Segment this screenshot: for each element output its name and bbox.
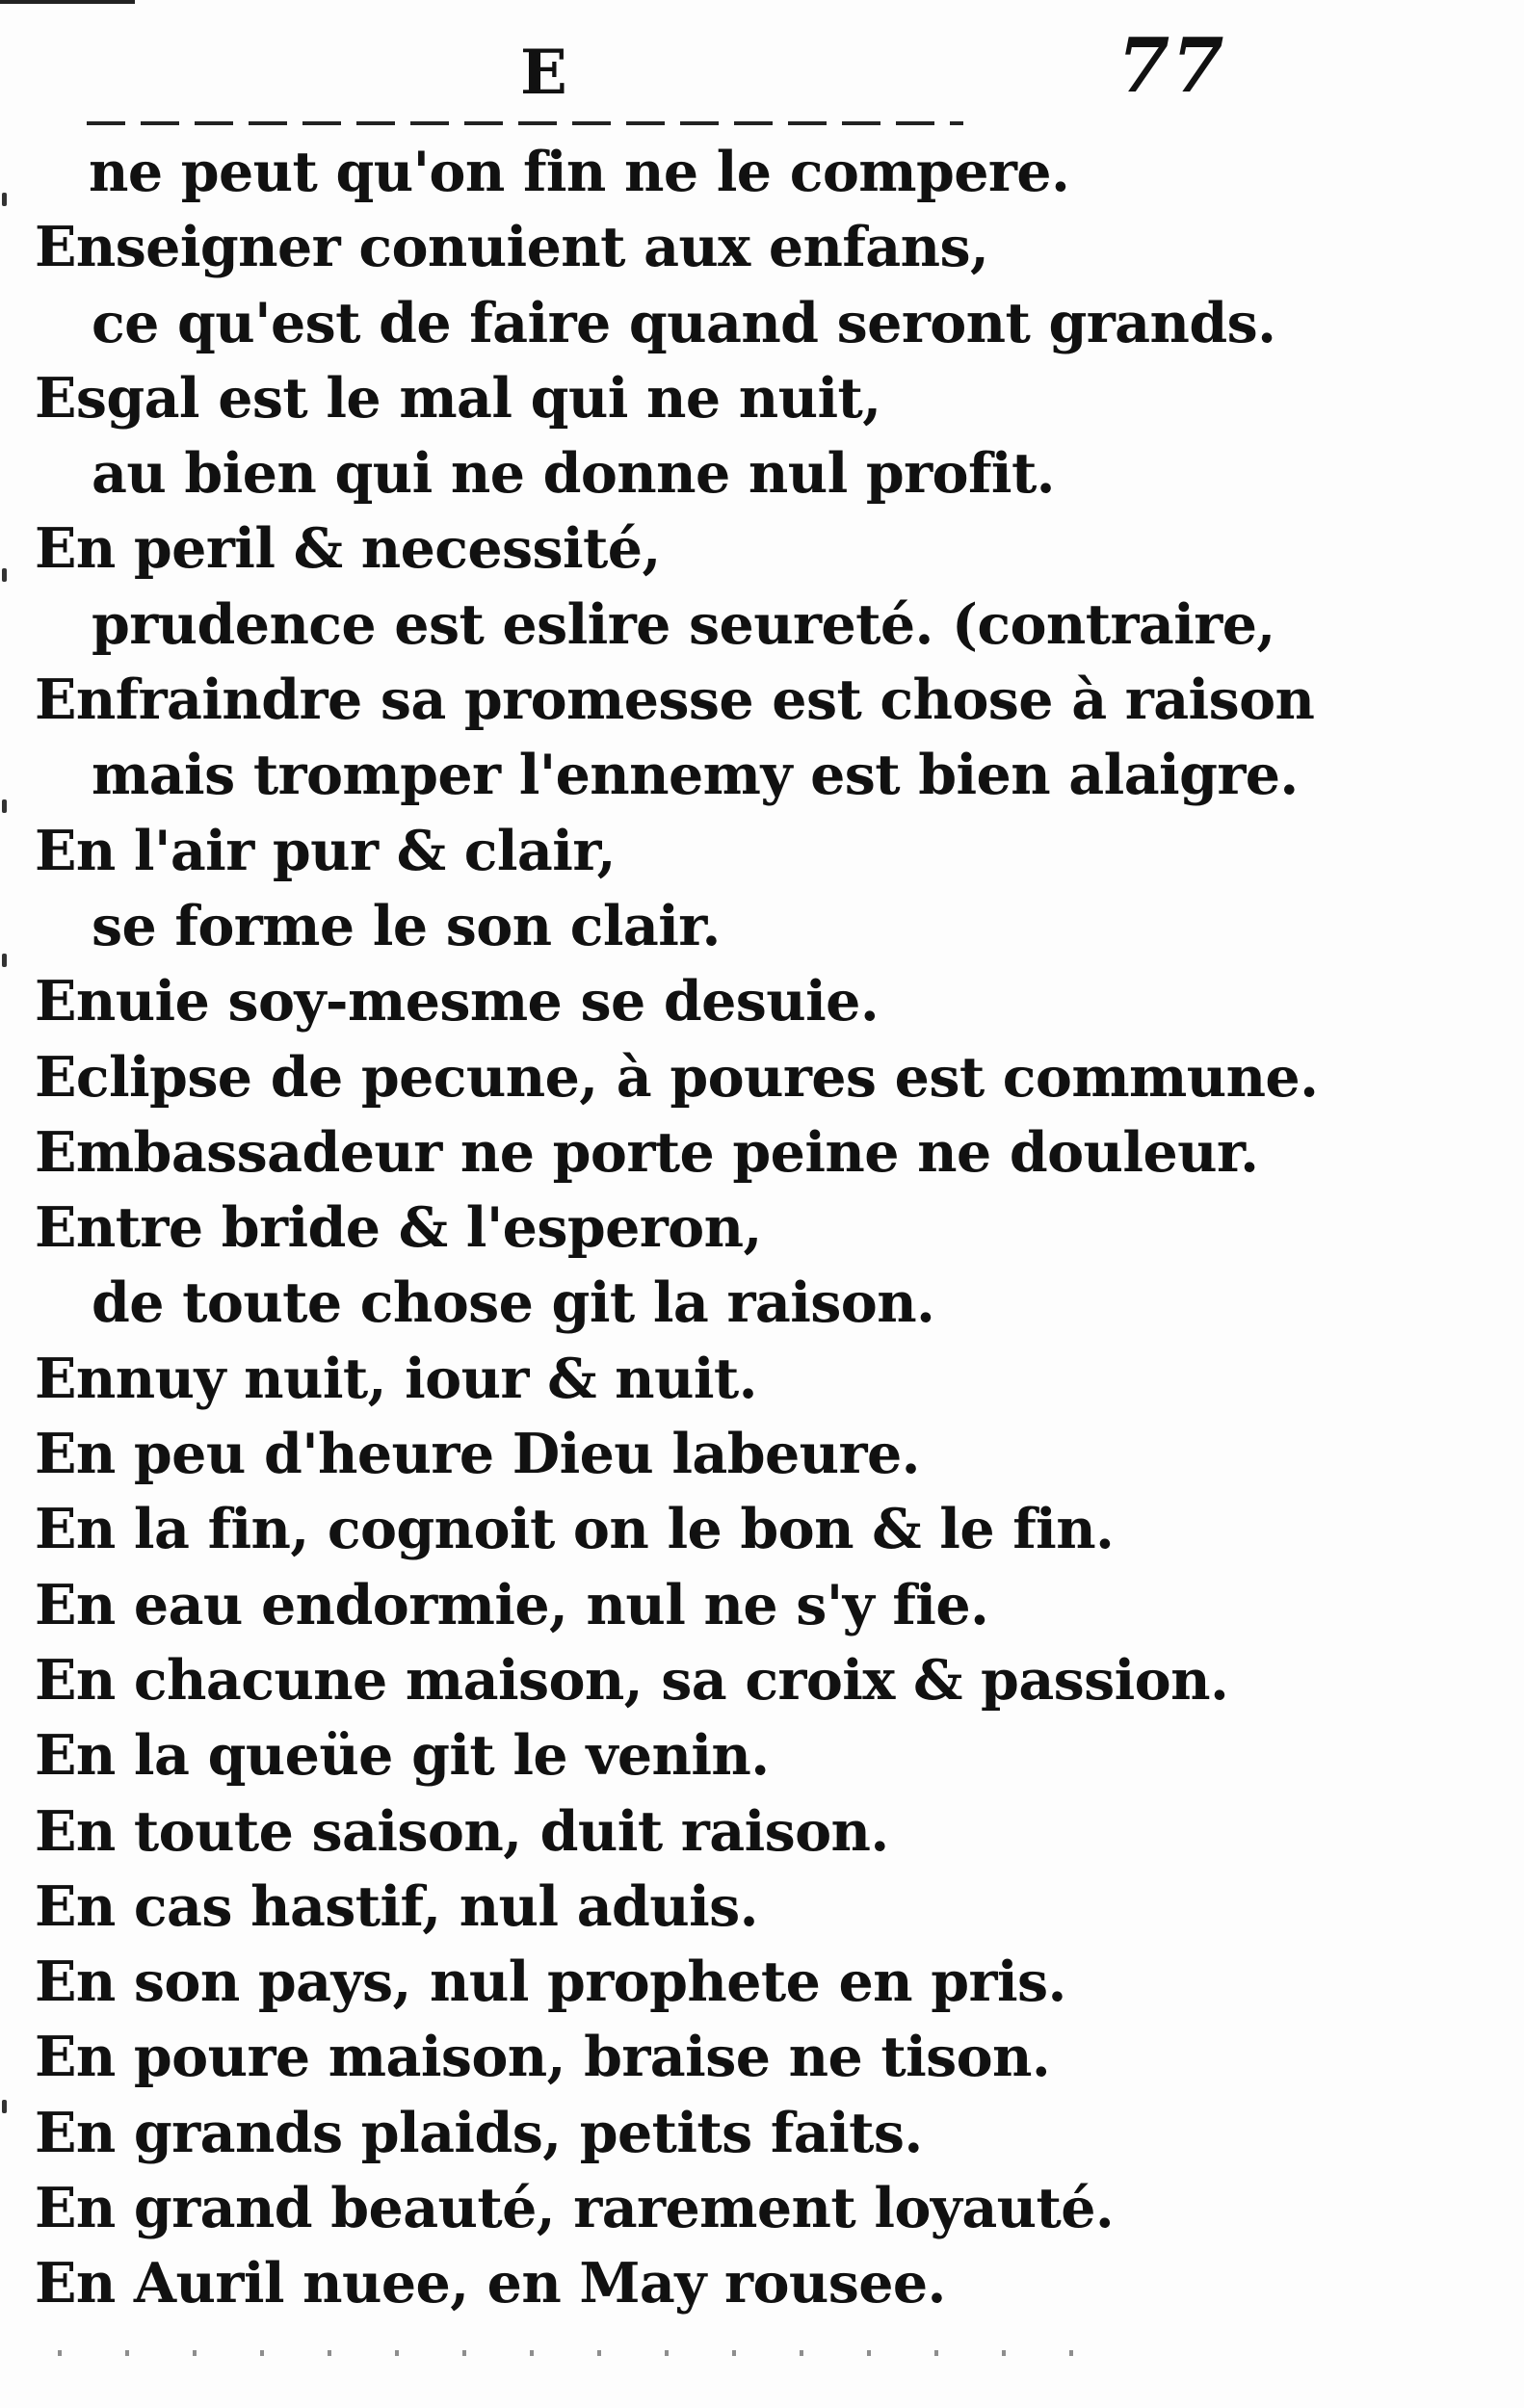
proverb-line: Eclipse de pecune, à poures est commune. — [35, 1044, 1319, 1110]
proverb-line: En la queüe git le venin. — [35, 1723, 770, 1789]
signature-mark: E — [520, 37, 567, 109]
proverb-line: En eau endormie, nul ne s'y fie. — [35, 1572, 989, 1637]
proverb-line: Ennuy nuit, iour & nuit. — [35, 1346, 757, 1411]
proverb-line: Enuie soy-mesme se desuie. — [35, 969, 880, 1034]
proverb-line: En peril & necessité, — [35, 516, 661, 582]
proverb-line: Embassadeur ne porte peine ne douleur. — [35, 1119, 1259, 1185]
proverb-line: Enfraindre sa promesse est chose à raison — [35, 667, 1315, 733]
proverb-line: En cas hastif, nul aduis. — [35, 1873, 758, 1939]
proverb-line: En peu d'heure Dieu labeure. — [35, 1422, 920, 1487]
proverb-line: mais tromper l'ennemy est bien alaigre. — [92, 743, 1299, 808]
proverb-line: ce qu'est de faire quand seront grands. — [92, 290, 1276, 355]
proverb-line: En l'air pur & clair, — [35, 818, 616, 883]
proverb-list — [0, 135, 1319, 2322]
scan-artifact-rule — [0, 0, 135, 4]
proverb-line: se forme le son clair. — [92, 893, 721, 958]
proverb-line: En chacune maison, sa croix & passion. — [35, 1647, 1229, 1713]
proverb-line: prudence est eslire seureté. (contraire, — [92, 591, 1275, 657]
proverb-line: En son pays, nul prophete en pris. — [35, 1950, 1066, 2015]
proverb-line: En toute saison, duit raison. — [35, 1798, 889, 1864]
header-rule — [87, 121, 963, 125]
scan-artifact-dots — [58, 2350, 1117, 2356]
proverb-line: Entre bride & l'esperon, — [35, 1195, 762, 1261]
proverb-line: Esgal est le mal qui ne nuit, — [35, 365, 881, 431]
proverb-line: En Auril nuee, en May rousee. — [35, 2251, 946, 2316]
proverb-line: En grand beauté, rarement loyauté. — [35, 2176, 1115, 2241]
proverb-line: ne peut qu'on fin ne le compere. — [89, 140, 1070, 204]
proverb-line: au bien qui ne donne nul profit. — [92, 441, 1055, 507]
proverb-line: En poure maison, braise ne tison. — [35, 2025, 1051, 2090]
proverb-line: de toute chose git la raison. — [92, 1270, 935, 1336]
page-number: 77 — [1117, 22, 1226, 110]
proverb-line: En grands plaids, petits faits. — [35, 2100, 923, 2165]
proverb-line: Enseigner conuient aux enfans, — [35, 215, 989, 280]
proverb-line: En la fin, cognoit on le bon & le fin. — [35, 1497, 1115, 1562]
page-header — [0, 22, 1252, 125]
